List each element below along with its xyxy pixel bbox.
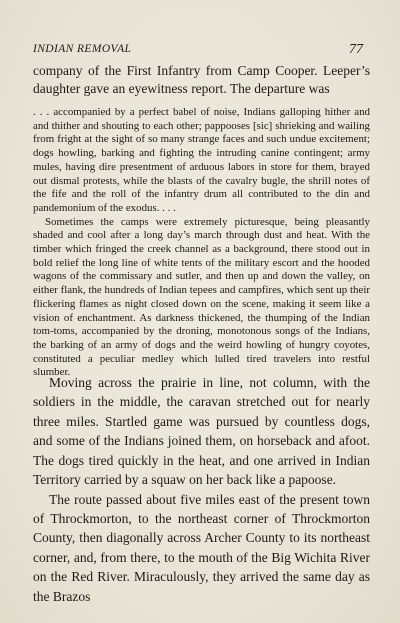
page-number: 77 bbox=[349, 42, 363, 57]
body-text bbox=[33, 373, 370, 606]
lead-paragraph: company of the First Infantry from Camp Cooper. Leeper’s daughter gave an eyewitness report. The departure was bbox=[33, 63, 370, 96]
block-quote bbox=[33, 106, 370, 380]
page-header bbox=[33, 43, 366, 59]
running-head: INDIAN REMOVAL bbox=[33, 43, 132, 55]
body-paragraph: The route passed about five miles east of the present town of Throckmorton, to the northeast corner of Throckmorton County, then diagonally across Archer County to its northeast corner, and, from there, to the mouth of the Big Wichita River on the Red River. Miraculously, they arrived the same day as the Brazos bbox=[33, 491, 370, 604]
body-paragraph: Moving across the prairie in line, not column, with the soldiers in the middle, the caravan stretched out for nearly three miles. Startled game was pursued by countless dogs, and some of the Indians joined them, on horseback and afoot. The dogs tired quickly in the heat, and one arrived in Indian Territory carried by a squaw on her back like a papoose. bbox=[33, 375, 370, 488]
quote-paragraph: . . . accompanied by a perfect babel of noise, Indians galloping hither and and thither and shouting to each other; pappooses [sic] shrieking and wailing from fright at the sight of so many strange faces and such undue excitement; dogs howling, barking and fighting the intruding canine contingent; army mules, having dire presentment of arduous labors in store for them, brayed out dismal protests, while the blasts of the cavalry bugle, the shrill notes of the fife and the roll of the infantry drum all contributed to the din and pandemonium of the exodus. . . . bbox=[33, 106, 370, 214]
quote-paragraph: Sometimes the camps were extremely picturesque, being pleasantly shaded and cool after a long day’s march through dust and heat. With the timber which fringed the creek channel as a background, there stood out in bold relief the long line of white tents of the military escort and the hooded wagons of the commissary and sutler, and then up and down the valley, on either flank, the hundreds of Indian tepees and campfires, which sent up their flickering flames as night closed down on the scene, making it seem like a vision of enchantment. As darkness thickened, the thumping of the Indian tom-toms, accompanied by the droning, monotonous songs of the Indians, the barking of an army of dogs and the weird howling of hungry coyotes, constituted a peculiar medley which lulled tired travelers into restful slumber. bbox=[33, 215, 370, 379]
